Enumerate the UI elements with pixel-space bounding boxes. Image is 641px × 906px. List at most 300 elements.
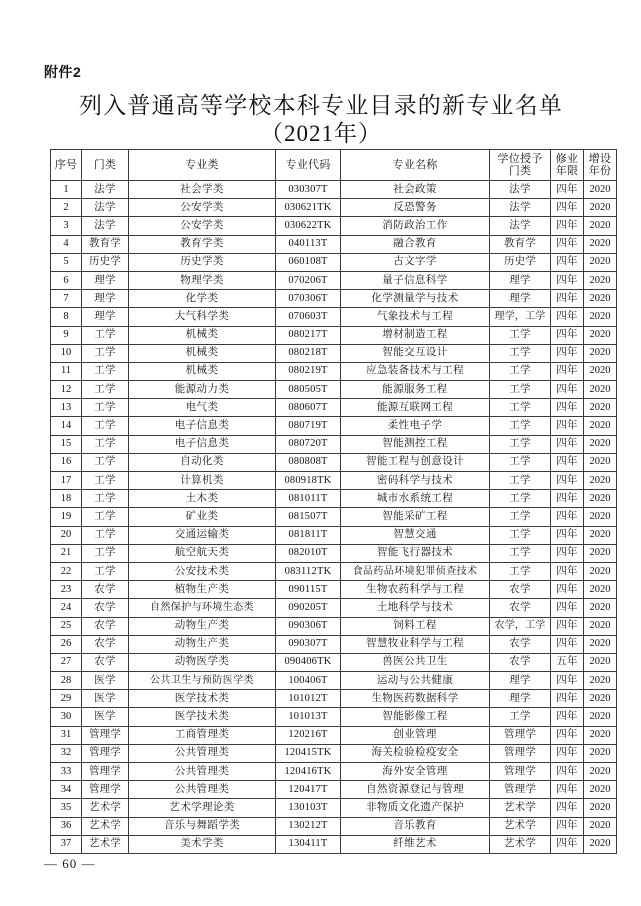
cell-seq: 4 xyxy=(51,235,82,253)
cell-added-year: 2020 xyxy=(584,562,617,580)
cell-major-name: 智慧牧业科学与工程 xyxy=(341,635,490,653)
cell-category: 工学 xyxy=(82,526,129,544)
cell-major-name: 密码科学与技术 xyxy=(341,472,490,490)
table-row xyxy=(51,599,617,617)
cell-major-name: 海外安全管理 xyxy=(341,763,490,781)
cell-added-year: 2020 xyxy=(584,581,617,599)
cell-major-class: 计算机类 xyxy=(129,472,276,490)
cell-degree: 工学 xyxy=(490,526,551,544)
cell-duration: 四年 xyxy=(551,253,584,271)
cell-added-year: 2020 xyxy=(584,490,617,508)
cell-category: 管理学 xyxy=(82,781,129,799)
cell-major-name: 生物医药数据科学 xyxy=(341,690,490,708)
cell-major-name: 海关检验检疫安全 xyxy=(341,744,490,762)
cell-major-name: 运动与公共健康 xyxy=(341,672,490,690)
cell-degree: 理学 xyxy=(490,290,551,308)
cell-category: 农学 xyxy=(82,581,129,599)
cell-major-class: 公安学类 xyxy=(129,199,276,217)
table-row xyxy=(51,653,617,671)
cell-major-code: 120216T xyxy=(276,726,341,744)
cell-duration: 四年 xyxy=(551,835,584,853)
cell-major-code: 090307T xyxy=(276,635,341,653)
cell-category: 理学 xyxy=(82,290,129,308)
table-row xyxy=(51,235,617,253)
cell-major-name: 智能交互设计 xyxy=(341,344,490,362)
cell-major-class: 交通运输类 xyxy=(129,526,276,544)
cell-seq: 20 xyxy=(51,526,82,544)
cell-major-code: 130212T xyxy=(276,817,341,835)
cell-duration: 四年 xyxy=(551,326,584,344)
cell-duration: 五年 xyxy=(551,653,584,671)
cell-category: 工学 xyxy=(82,326,129,344)
table-row xyxy=(51,508,617,526)
cell-added-year: 2020 xyxy=(584,799,617,817)
table-row xyxy=(51,562,617,580)
cell-duration: 四年 xyxy=(551,763,584,781)
cell-added-year: 2020 xyxy=(584,617,617,635)
cell-degree: 工学 xyxy=(490,490,551,508)
cell-degree: 农学 xyxy=(490,581,551,599)
cell-major-class: 艺术学理论类 xyxy=(129,799,276,817)
cell-major-code: 060108T xyxy=(276,253,341,271)
cell-major-code: 082010T xyxy=(276,544,341,562)
cell-duration: 四年 xyxy=(551,817,584,835)
cell-degree: 管理学 xyxy=(490,744,551,762)
cell-added-year: 2020 xyxy=(584,435,617,453)
cell-added-year: 2020 xyxy=(584,271,617,289)
attachment-label: 附件2 xyxy=(44,64,82,80)
cell-category: 工学 xyxy=(82,544,129,562)
column-header-duration-line2: 年限 xyxy=(555,165,579,177)
cell-major-class: 电子信息类 xyxy=(129,417,276,435)
cell-major-code: 100406T xyxy=(276,672,341,690)
cell-degree: 管理学 xyxy=(490,763,551,781)
cell-major-code: 080918TK xyxy=(276,472,341,490)
cell-major-name: 自然资源登记与管理 xyxy=(341,781,490,799)
cell-major-name: 兽医公共卫生 xyxy=(341,653,490,671)
cell-seq: 19 xyxy=(51,508,82,526)
cell-seq: 3 xyxy=(51,217,82,235)
cell-major-name: 智能工程与创意设计 xyxy=(341,453,490,471)
cell-major-code: 130411T xyxy=(276,835,341,853)
cell-seq: 24 xyxy=(51,599,82,617)
cell-added-year: 2020 xyxy=(584,472,617,490)
cell-seq: 5 xyxy=(51,253,82,271)
table-row xyxy=(51,362,617,380)
cell-major-code: 030621TK xyxy=(276,199,341,217)
cell-added-year: 2020 xyxy=(584,744,617,762)
cell-added-year: 2020 xyxy=(584,763,617,781)
cell-category: 艺术学 xyxy=(82,835,129,853)
cell-degree: 工学 xyxy=(490,544,551,562)
cell-major-class: 公共卫生与预防医学类 xyxy=(129,672,276,690)
cell-major-class: 物理学类 xyxy=(129,271,276,289)
cell-duration: 四年 xyxy=(551,308,584,326)
cell-major-class: 机械类 xyxy=(129,362,276,380)
cell-added-year: 2020 xyxy=(584,653,617,671)
cell-seq: 15 xyxy=(51,435,82,453)
table-row xyxy=(51,581,617,599)
cell-degree: 工学 xyxy=(490,472,551,490)
cell-category: 工学 xyxy=(82,453,129,471)
cell-duration: 四年 xyxy=(551,672,584,690)
column-header-major-class: 专业类 xyxy=(129,150,276,181)
cell-added-year: 2020 xyxy=(584,290,617,308)
cell-added-year: 2020 xyxy=(584,253,617,271)
cell-duration: 四年 xyxy=(551,217,584,235)
page-number: — 60 — xyxy=(44,856,96,871)
cell-major-code: 070306T xyxy=(276,290,341,308)
cell-major-name: 非物质文化遗产保护 xyxy=(341,799,490,817)
page-title xyxy=(50,92,592,148)
cell-degree: 农学，工学 xyxy=(490,617,551,635)
cell-degree: 工学 xyxy=(490,344,551,362)
cell-major-code: 070206T xyxy=(276,271,341,289)
table-row xyxy=(51,763,617,781)
cell-degree: 工学 xyxy=(490,381,551,399)
cell-seq: 37 xyxy=(51,835,82,853)
cell-major-class: 自动化类 xyxy=(129,453,276,471)
cell-major-code: 080607T xyxy=(276,399,341,417)
cell-category: 工学 xyxy=(82,508,129,526)
cell-category: 法学 xyxy=(82,199,129,217)
cell-duration: 四年 xyxy=(551,581,584,599)
cell-added-year: 2020 xyxy=(584,508,617,526)
cell-major-code: 090115T xyxy=(276,581,341,599)
table-header-row xyxy=(51,150,617,181)
cell-major-code: 080808T xyxy=(276,453,341,471)
cell-major-code: 070603T xyxy=(276,308,341,326)
cell-major-class: 动物生产类 xyxy=(129,617,276,635)
cell-added-year: 2020 xyxy=(584,235,617,253)
cell-duration: 四年 xyxy=(551,708,584,726)
cell-category: 工学 xyxy=(82,399,129,417)
table-row xyxy=(51,326,617,344)
cell-major-name: 饲料工程 xyxy=(341,617,490,635)
cell-duration: 四年 xyxy=(551,781,584,799)
cell-major-class: 自然保护与环境生态类 xyxy=(129,599,276,617)
cell-degree: 工学 xyxy=(490,708,551,726)
cell-degree: 工学 xyxy=(490,326,551,344)
cell-seq: 11 xyxy=(51,362,82,380)
cell-major-code: 101013T xyxy=(276,708,341,726)
column-header-degree-line1: 学位授予 xyxy=(497,153,543,165)
table-row xyxy=(51,672,617,690)
cell-seq: 16 xyxy=(51,453,82,471)
cell-major-code: 080505T xyxy=(276,381,341,399)
cell-duration: 四年 xyxy=(551,744,584,762)
cell-major-name: 量子信息科学 xyxy=(341,271,490,289)
cell-category: 艺术学 xyxy=(82,799,129,817)
cell-added-year: 2020 xyxy=(584,399,617,417)
cell-added-year: 2020 xyxy=(584,599,617,617)
table-row xyxy=(51,744,617,762)
cell-degree: 艺术学 xyxy=(490,817,551,835)
cell-category: 管理学 xyxy=(82,726,129,744)
cell-major-code: 081811T xyxy=(276,526,341,544)
cell-seq: 10 xyxy=(51,344,82,362)
cell-major-class: 公共管理类 xyxy=(129,763,276,781)
table-row xyxy=(51,253,617,271)
cell-major-name: 智慧交通 xyxy=(341,526,490,544)
cell-category: 管理学 xyxy=(82,744,129,762)
table-row xyxy=(51,690,617,708)
cell-degree: 法学 xyxy=(490,217,551,235)
cell-major-code: 083112TK xyxy=(276,562,341,580)
cell-major-name: 智能飞行器技术 xyxy=(341,544,490,562)
cell-major-name: 纤维艺术 xyxy=(341,835,490,853)
table-row xyxy=(51,781,617,799)
column-header-duration-line1: 修业 xyxy=(555,153,579,165)
cell-added-year: 2020 xyxy=(584,708,617,726)
cell-degree: 工学 xyxy=(490,417,551,435)
cell-duration: 四年 xyxy=(551,472,584,490)
cell-major-class: 电气类 xyxy=(129,399,276,417)
cell-major-class: 公共管理类 xyxy=(129,744,276,762)
cell-duration: 四年 xyxy=(551,544,584,562)
cell-major-name: 能源服务工程 xyxy=(341,381,490,399)
page-title-line2: （2021年） xyxy=(260,121,382,146)
cell-seq: 31 xyxy=(51,726,82,744)
cell-major-name: 智能影像工程 xyxy=(341,708,490,726)
cell-degree: 农学 xyxy=(490,653,551,671)
cell-duration: 四年 xyxy=(551,599,584,617)
cell-seq: 9 xyxy=(51,326,82,344)
cell-seq: 13 xyxy=(51,399,82,417)
cell-degree: 工学 xyxy=(490,399,551,417)
column-header-added-year-line2: 年份 xyxy=(588,165,612,177)
cell-duration: 四年 xyxy=(551,199,584,217)
cell-major-code: 090306T xyxy=(276,617,341,635)
cell-seq: 7 xyxy=(51,290,82,308)
cell-major-class: 音乐与舞蹈学类 xyxy=(129,817,276,835)
cell-degree: 农学 xyxy=(490,635,551,653)
cell-major-class: 医学技术类 xyxy=(129,708,276,726)
cell-major-name: 音乐教育 xyxy=(341,817,490,835)
cell-major-code: 080219T xyxy=(276,362,341,380)
table-row xyxy=(51,817,617,835)
cell-major-class: 植物生产类 xyxy=(129,581,276,599)
column-header-category: 门类 xyxy=(82,150,129,181)
table-row xyxy=(51,526,617,544)
column-header-added-year-line1: 增设 xyxy=(588,153,612,165)
cell-category: 管理学 xyxy=(82,763,129,781)
cell-category: 农学 xyxy=(82,617,129,635)
cell-duration: 四年 xyxy=(551,508,584,526)
column-header-degree-line2: 门类 xyxy=(508,165,532,177)
cell-seq: 18 xyxy=(51,490,82,508)
cell-major-code: 040113T xyxy=(276,235,341,253)
cell-duration: 四年 xyxy=(551,635,584,653)
table-row xyxy=(51,181,617,199)
table-row xyxy=(51,344,617,362)
cell-category: 医学 xyxy=(82,672,129,690)
cell-added-year: 2020 xyxy=(584,526,617,544)
cell-duration: 四年 xyxy=(551,235,584,253)
cell-degree: 工学 xyxy=(490,453,551,471)
table-header xyxy=(51,150,617,181)
cell-major-code: 130103T xyxy=(276,799,341,817)
cell-major-class: 历史学类 xyxy=(129,253,276,271)
cell-added-year: 2020 xyxy=(584,362,617,380)
cell-duration: 四年 xyxy=(551,562,584,580)
table-row xyxy=(51,472,617,490)
table-row xyxy=(51,799,617,817)
cell-duration: 四年 xyxy=(551,344,584,362)
cell-seq: 14 xyxy=(51,417,82,435)
cell-major-class: 工商管理类 xyxy=(129,726,276,744)
cell-degree: 工学 xyxy=(490,562,551,580)
cell-category: 法学 xyxy=(82,217,129,235)
table-row xyxy=(51,544,617,562)
table-row xyxy=(51,199,617,217)
cell-major-code: 081011T xyxy=(276,490,341,508)
cell-major-code: 030622TK xyxy=(276,217,341,235)
column-header-duration xyxy=(551,150,584,181)
cell-major-code: 101012T xyxy=(276,690,341,708)
table-row xyxy=(51,635,617,653)
cell-major-code: 090406TK xyxy=(276,653,341,671)
cell-major-class: 化学类 xyxy=(129,290,276,308)
cell-added-year: 2020 xyxy=(584,726,617,744)
cell-added-year: 2020 xyxy=(584,544,617,562)
cell-major-class: 公安学类 xyxy=(129,217,276,235)
cell-category: 医学 xyxy=(82,708,129,726)
cell-seq: 34 xyxy=(51,781,82,799)
cell-duration: 四年 xyxy=(551,526,584,544)
cell-seq: 36 xyxy=(51,817,82,835)
cell-added-year: 2020 xyxy=(584,199,617,217)
cell-added-year: 2020 xyxy=(584,835,617,853)
cell-major-name: 土地科学与技术 xyxy=(341,599,490,617)
cell-major-name: 应急装备技术与工程 xyxy=(341,362,490,380)
cell-major-code: 090205T xyxy=(276,599,341,617)
cell-degree: 法学 xyxy=(490,199,551,217)
cell-seq: 1 xyxy=(51,181,82,199)
cell-seq: 22 xyxy=(51,562,82,580)
cell-major-name: 柔性电子学 xyxy=(341,417,490,435)
cell-seq: 32 xyxy=(51,744,82,762)
cell-degree: 工学 xyxy=(490,362,551,380)
cell-major-class: 公安技术类 xyxy=(129,562,276,580)
cell-major-name: 创业管理 xyxy=(341,726,490,744)
table-row xyxy=(51,417,617,435)
cell-category: 农学 xyxy=(82,635,129,653)
cell-duration: 四年 xyxy=(551,617,584,635)
cell-duration: 四年 xyxy=(551,362,584,380)
cell-duration: 四年 xyxy=(551,435,584,453)
cell-seq: 35 xyxy=(51,799,82,817)
cell-category: 工学 xyxy=(82,417,129,435)
cell-category: 医学 xyxy=(82,690,129,708)
cell-major-class: 机械类 xyxy=(129,344,276,362)
cell-seq: 21 xyxy=(51,544,82,562)
cell-major-class: 动物生产类 xyxy=(129,635,276,653)
table-row xyxy=(51,617,617,635)
cell-major-class: 美术学类 xyxy=(129,835,276,853)
cell-major-name: 城市水系统工程 xyxy=(341,490,490,508)
cell-degree: 工学 xyxy=(490,508,551,526)
cell-major-name: 能源互联网工程 xyxy=(341,399,490,417)
cell-major-name: 气象技术与工程 xyxy=(341,308,490,326)
cell-added-year: 2020 xyxy=(584,635,617,653)
cell-added-year: 2020 xyxy=(584,817,617,835)
cell-added-year: 2020 xyxy=(584,672,617,690)
cell-added-year: 2020 xyxy=(584,344,617,362)
cell-degree: 农学 xyxy=(490,599,551,617)
cell-major-name: 食品药品环境犯罪侦查技术 xyxy=(341,562,490,580)
cell-degree: 工学 xyxy=(490,435,551,453)
cell-seq: 17 xyxy=(51,472,82,490)
cell-category: 工学 xyxy=(82,490,129,508)
cell-major-class: 公共管理类 xyxy=(129,781,276,799)
cell-duration: 四年 xyxy=(551,690,584,708)
cell-added-year: 2020 xyxy=(584,690,617,708)
cell-major-class: 医学技术类 xyxy=(129,690,276,708)
table-row xyxy=(51,708,617,726)
cell-category: 历史学 xyxy=(82,253,129,271)
cell-degree: 理学，工学 xyxy=(490,308,551,326)
cell-major-class: 能源动力类 xyxy=(129,381,276,399)
cell-seq: 29 xyxy=(51,690,82,708)
cell-category: 农学 xyxy=(82,653,129,671)
table-row xyxy=(51,290,617,308)
cell-major-code: 030307T xyxy=(276,181,341,199)
cell-seq: 2 xyxy=(51,199,82,217)
cell-seq: 6 xyxy=(51,271,82,289)
table-row xyxy=(51,381,617,399)
cell-major-class: 土木类 xyxy=(129,490,276,508)
cell-added-year: 2020 xyxy=(584,181,617,199)
column-header-major-name: 专业名称 xyxy=(341,150,490,181)
cell-duration: 四年 xyxy=(551,399,584,417)
cell-major-class: 动物医学类 xyxy=(129,653,276,671)
cell-degree: 管理学 xyxy=(490,726,551,744)
cell-major-code: 081507T xyxy=(276,508,341,526)
cell-category: 工学 xyxy=(82,381,129,399)
column-header-added-year xyxy=(584,150,617,181)
cell-major-name: 智能测控工程 xyxy=(341,435,490,453)
cell-major-name: 融合教育 xyxy=(341,235,490,253)
cell-major-code: 080217T xyxy=(276,326,341,344)
cell-duration: 四年 xyxy=(551,181,584,199)
cell-major-class: 矿业类 xyxy=(129,508,276,526)
cell-major-code: 080720T xyxy=(276,435,341,453)
cell-added-year: 2020 xyxy=(584,417,617,435)
table-row xyxy=(51,399,617,417)
cell-seq: 12 xyxy=(51,381,82,399)
cell-category: 工学 xyxy=(82,435,129,453)
cell-degree: 法学 xyxy=(490,181,551,199)
cell-major-name: 增材制造工程 xyxy=(341,326,490,344)
cell-added-year: 2020 xyxy=(584,326,617,344)
cell-major-class: 航空航天类 xyxy=(129,544,276,562)
cell-category: 法学 xyxy=(82,181,129,199)
cell-degree: 艺术学 xyxy=(490,835,551,853)
table-row xyxy=(51,835,617,853)
cell-major-class: 机械类 xyxy=(129,326,276,344)
cell-degree: 艺术学 xyxy=(490,799,551,817)
cell-added-year: 2020 xyxy=(584,308,617,326)
cell-major-class: 大气科学类 xyxy=(129,308,276,326)
cell-duration: 四年 xyxy=(551,726,584,744)
cell-major-code: 080218T xyxy=(276,344,341,362)
cell-category: 工学 xyxy=(82,362,129,380)
cell-major-code: 120416TK xyxy=(276,763,341,781)
cell-major-name: 古文字学 xyxy=(341,253,490,271)
column-header-degree xyxy=(490,150,551,181)
cell-major-class: 电子信息类 xyxy=(129,435,276,453)
